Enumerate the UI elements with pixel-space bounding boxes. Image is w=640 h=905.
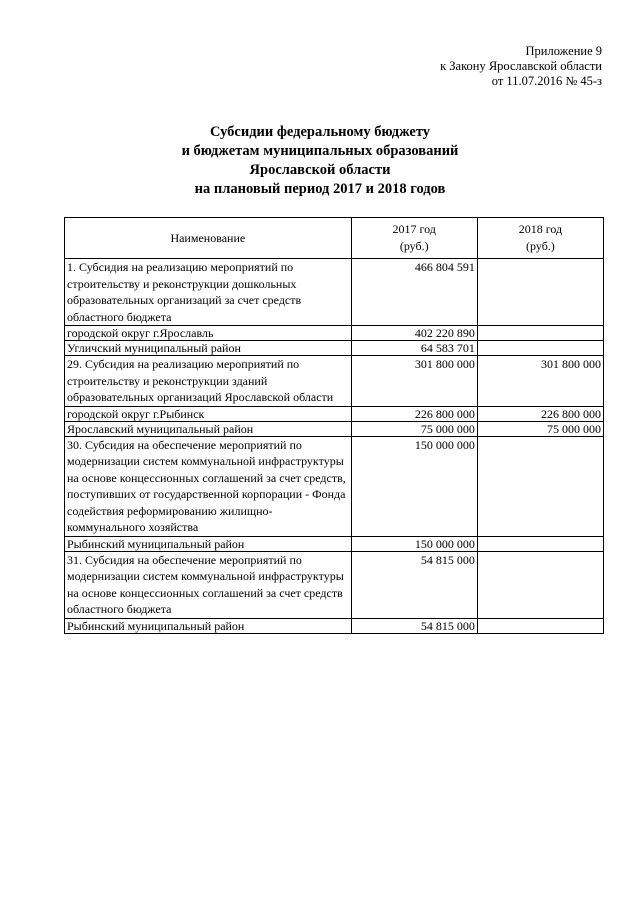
row-name: 1. Субсидия на реализацию мероприятий по строительству и реконструкции дошкольных образовательных организаций за счет средств областного бюджета xyxy=(65,259,352,326)
table-row xyxy=(65,436,604,536)
row-2018 xyxy=(477,436,603,536)
row-name: Рыбинский муниципальный район xyxy=(65,618,352,633)
row-2018 xyxy=(477,536,603,551)
row-2018 xyxy=(477,551,603,618)
title-line-3: Ярославской области xyxy=(249,162,391,178)
row-2017: 466 804 591 xyxy=(351,259,477,326)
row-2018 xyxy=(477,326,603,341)
row-name: Ярославский муниципальный район xyxy=(65,421,352,436)
row-name: 29. Субсидия на реализацию мероприятий по строительству и реконструкции зданий образовательных организаций Ярославской области xyxy=(65,356,352,407)
row-name: городской округ г.Рыбинск xyxy=(65,406,352,421)
header-2017 xyxy=(351,218,477,259)
table-row xyxy=(65,326,604,341)
row-2017: 226 800 000 xyxy=(351,406,477,421)
row-name: Угличский муниципальный район xyxy=(65,341,352,356)
table-row xyxy=(65,421,604,436)
row-2018 xyxy=(477,618,603,633)
document-title xyxy=(0,123,640,199)
row-name: Рыбинский муниципальный район xyxy=(65,536,352,551)
row-2018: 301 800 000 xyxy=(477,356,603,407)
table-row xyxy=(65,341,604,356)
table-row xyxy=(65,356,604,407)
header-2017-label: 2017 год xyxy=(392,222,436,236)
row-2017: 54 815 000 xyxy=(351,618,477,633)
row-2017: 150 000 000 xyxy=(351,436,477,536)
header-name-label: Наименование xyxy=(170,230,246,245)
header-2017-unit: (руб.) xyxy=(399,239,429,253)
header-2018 xyxy=(477,218,603,259)
appendix-line-2: к Закону Ярославской области xyxy=(440,59,602,73)
table-row xyxy=(65,551,604,618)
row-2017: 402 220 890 xyxy=(351,326,477,341)
table-header-row xyxy=(65,218,604,259)
table-row xyxy=(65,406,604,421)
row-name: 31. Субсидия на обеспечение мероприятий по модернизации систем коммунальной инфраструктуры на основе концессионных соглашений за счет средств областного бюджета xyxy=(65,551,352,618)
row-2017: 54 815 000 xyxy=(351,551,477,618)
row-name: городской округ г.Ярославль xyxy=(65,326,352,341)
subsidies-table xyxy=(64,217,604,634)
row-name: 30. Субсидия на обеспечение мероприятий по модернизации систем коммунальной инфраструктуры на основе концессионных соглашений за счет средств, поступивших от государственной корпорации - Фонда содействия реформированию жилищно-коммунального хозяйства xyxy=(65,436,352,536)
row-2018 xyxy=(477,259,603,326)
appendix-header xyxy=(362,44,602,89)
row-2017: 301 800 000 xyxy=(351,356,477,407)
appendix-line-1: Приложение 9 xyxy=(525,44,602,58)
header-2018-unit: (руб.) xyxy=(526,239,555,253)
header-2018-label: 2018 год xyxy=(518,222,563,236)
title-line-2: и бюджетам муниципальных образований xyxy=(181,143,459,159)
row-2018: 75 000 000 xyxy=(477,421,603,436)
table-row xyxy=(65,259,604,326)
row-2017: 75 000 000 xyxy=(351,421,477,436)
row-2018 xyxy=(477,341,603,356)
title-line-4: на плановый период 2017 и 2018 годов xyxy=(194,181,446,197)
table-row xyxy=(65,618,604,633)
table-row xyxy=(65,536,604,551)
title-line-1: Субсидии федеральному бюджету xyxy=(209,124,431,140)
appendix-line-3: от 11.07.2016 № 45-з xyxy=(491,74,602,88)
row-2017: 64 583 701 xyxy=(351,341,477,356)
header-name xyxy=(65,218,352,259)
row-2018: 226 800 000 xyxy=(477,406,603,421)
row-2017: 150 000 000 xyxy=(351,536,477,551)
